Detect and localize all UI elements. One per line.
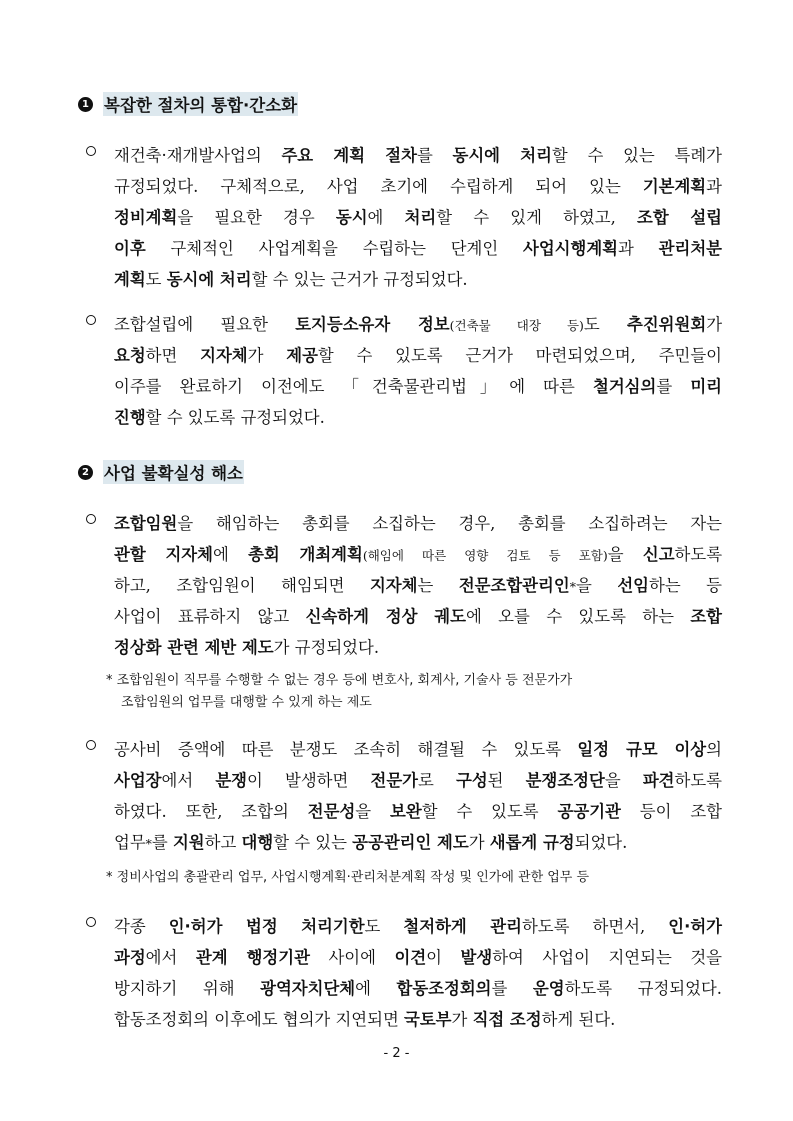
- text-line: [114, 340, 722, 371]
- text-line: [114, 1004, 722, 1035]
- text-run: 하도록 하면서,: [521, 917, 669, 936]
- text-run: 을: [355, 802, 391, 821]
- footnote-line: 조합임원의 업무를 대행할 수 있게 하는 제도: [121, 695, 372, 710]
- text-line: [114, 233, 722, 264]
- text-run: 조합설립에 필요한: [114, 315, 296, 334]
- text-run: 가: [468, 833, 490, 852]
- text-line: [114, 942, 722, 973]
- text-run: 에: [355, 979, 397, 998]
- emphasis-text: 공공기관: [557, 802, 621, 821]
- emphasis-text: 사업시행계획: [523, 239, 619, 258]
- text-run: 할 수 있는: [273, 833, 353, 852]
- text-run: 를: [656, 377, 691, 396]
- paragraph: [86, 911, 722, 1035]
- emphasis-text: 분쟁조정단: [525, 771, 605, 790]
- paragraph: [86, 508, 722, 663]
- emphasis-text: 조합: [690, 607, 722, 626]
- emphasis-text: 일정 규모 이상: [577, 740, 707, 759]
- emphasis-text: 전문조합관리인: [458, 576, 570, 595]
- text-run: 하고: [204, 833, 242, 852]
- emphasis-text: 지자체: [369, 576, 418, 595]
- emphasis-text: 선임: [617, 576, 649, 595]
- section-heading-2: [78, 460, 244, 484]
- text-run: 하도록: [674, 771, 722, 790]
- text-run: 하여 사업이 지연되는 것을: [492, 948, 722, 967]
- circle-bullet-icon: [86, 917, 96, 927]
- text-run: 할 수 있는 근거가 규정되었다.: [251, 270, 468, 289]
- emphasis-text: 합동조정회의: [396, 979, 492, 998]
- emphasis-text: 광역자치단체: [260, 979, 356, 998]
- emphasis-text: 진행: [114, 408, 146, 427]
- text-run: 의: [706, 740, 722, 759]
- text-line: [114, 827, 722, 858]
- circle-bullet-icon: [86, 146, 96, 156]
- text-line: [114, 371, 722, 402]
- text-line: [114, 911, 722, 942]
- text-run: 이: [426, 948, 461, 967]
- text-line: [114, 539, 722, 570]
- text-line: [114, 264, 722, 295]
- emphasis-text: 대행: [241, 833, 274, 852]
- text-line: [114, 632, 722, 663]
- emphasis-text: 관리처분: [658, 239, 722, 258]
- paragraph: [86, 734, 722, 858]
- text-run: 과: [618, 239, 659, 258]
- text-run: 하였다. 또한, 조합의: [114, 802, 308, 821]
- text-run: 로: [417, 771, 456, 790]
- emphasis-text: 조합 설립: [636, 208, 722, 227]
- emphasis-text: 관계 행정기관: [195, 948, 310, 967]
- text-run: 하도록 규정되었다.: [564, 979, 722, 998]
- small-text: *: [145, 836, 152, 851]
- text-run: 할 수 있도록: [421, 802, 558, 821]
- text-line: [114, 309, 722, 340]
- small-text: (건축물 대장 등): [449, 318, 584, 333]
- text-run: 는: [417, 576, 459, 595]
- text-run: 할 수 있는 특례가: [551, 146, 722, 165]
- text-line: [114, 508, 722, 539]
- text-run: 할 수 있도록 근거가 마련되었으며, 주민들이: [317, 346, 722, 365]
- footnote: [106, 670, 722, 714]
- emphasis-text: 지원: [172, 833, 205, 852]
- text-run: 을 해임하는 총회를 소집하는 경우, 총회를 소집하려는 자는: [177, 514, 722, 533]
- text-run: 되었다.: [574, 833, 628, 852]
- text-run: 에서: [145, 948, 196, 967]
- footnote: [106, 867, 722, 889]
- emphasis-text: 계획: [114, 270, 146, 289]
- section-title-1: 복잡한 절차의 통합·간소화: [103, 92, 298, 116]
- emphasis-text: 추진위원회: [627, 315, 707, 334]
- emphasis-text: 처리: [404, 208, 437, 227]
- emphasis-text: 공공관리인 제도: [352, 833, 469, 852]
- circled-number-2-icon: 2: [78, 465, 93, 480]
- text-line: [114, 570, 722, 601]
- emphasis-text: 직접 조정: [472, 1010, 542, 1029]
- text-run: 이주를 완료하기 이전에도 「건축물관리법」에 따른: [114, 377, 593, 396]
- emphasis-text: 인·허가 법정 처리기한: [168, 917, 365, 936]
- text-run: 등이 조합: [620, 802, 723, 821]
- text-run: 도: [364, 917, 404, 936]
- section-heading-1: [78, 92, 298, 116]
- emphasis-text: 보완: [390, 802, 422, 821]
- emphasis-text: 신속하게 정상 궤도: [305, 607, 466, 626]
- emphasis-text: 주요 계획 절차: [281, 146, 417, 165]
- text-run: 을: [607, 545, 643, 564]
- paragraph: [86, 309, 722, 433]
- emphasis-text: 인·허가: [668, 917, 722, 936]
- emphasis-text: 새롭게 규정: [489, 833, 575, 852]
- text-run: 과: [706, 177, 722, 196]
- emphasis-text: 미리: [690, 377, 722, 396]
- emphasis-text: 분쟁: [215, 771, 247, 790]
- text-run: 하게 된다.: [541, 1010, 616, 1029]
- circle-bullet-icon: [86, 740, 96, 750]
- text-run: 도: [145, 270, 167, 289]
- text-line: [114, 765, 722, 796]
- emphasis-text: 철거심의: [593, 377, 657, 396]
- text-line: [114, 171, 722, 202]
- text-run: 에서: [161, 771, 216, 790]
- text-run: 할 수 있게 하였고,: [436, 208, 637, 227]
- text-run: 재건축·재개발사업의: [114, 146, 282, 165]
- emphasis-text: 전문가: [370, 771, 418, 790]
- emphasis-text: 정상화 관련 제반 제도: [114, 638, 274, 657]
- text-run: 공사비 증액에 따른 분쟁도 조속히 해결될 수 있도록: [114, 740, 578, 759]
- text-run: 하고, 조합임원이 해임되면: [114, 576, 370, 595]
- text-run: 방지하기 위해: [114, 979, 261, 998]
- emphasis-text: 운영: [532, 979, 565, 998]
- text-run: 가: [451, 1010, 473, 1029]
- text-run: 에 오를 수 있도록 하는: [465, 607, 691, 626]
- text-run: 에: [367, 208, 405, 227]
- page-number: - 2 -: [383, 1046, 410, 1061]
- emphasis-text: 파견: [642, 771, 675, 790]
- small-text: *: [569, 579, 576, 594]
- emphasis-text: 기본계획: [642, 177, 707, 196]
- text-line: [114, 734, 722, 765]
- circle-bullet-icon: [86, 514, 96, 524]
- text-run: 를: [416, 146, 453, 165]
- text-run: 가: [706, 315, 723, 334]
- emphasis-text: 총회 개최계획: [248, 545, 363, 564]
- text-run: 할 수 있도록 규정되었다.: [145, 408, 325, 427]
- circle-bullet-icon: [86, 315, 96, 325]
- text-run: 하면: [145, 346, 201, 365]
- text-run: 규정되었다. 구체적으로, 사업 초기에 수립하게 되어 있는: [114, 177, 643, 196]
- emphasis-text: 구성: [455, 771, 488, 790]
- text-run: 구체적인 사업계획을 수립하는 단계인: [145, 239, 524, 258]
- text-run: 하도록: [674, 545, 723, 564]
- emphasis-text: 요청: [114, 346, 146, 365]
- text-line: [114, 796, 722, 827]
- text-run: 업무: [114, 833, 146, 852]
- emphasis-text: 이견: [394, 948, 427, 967]
- text-run: 사업이 표류하지 않고: [114, 607, 306, 626]
- text-line: [114, 601, 722, 632]
- text-run: 에: [212, 545, 249, 564]
- emphasis-text: 사업장: [114, 771, 162, 790]
- paragraph: [86, 140, 722, 295]
- emphasis-text: 동시에 처리: [452, 146, 552, 165]
- footnote-line: * 정비사업의 총괄관리 업무, 사업시행계획·관리처분계획 작성 및 인가에 관한 업무 등: [106, 870, 590, 885]
- text-run: 가: [247, 346, 287, 365]
- emphasis-text: 관할 지자체: [114, 545, 213, 564]
- emphasis-text: 발생: [460, 948, 493, 967]
- emphasis-text: 국토부: [404, 1010, 452, 1029]
- emphasis-text: 이후: [114, 239, 146, 258]
- emphasis-text: 철저하게 관리: [403, 917, 522, 936]
- emphasis-text: 신고: [642, 545, 675, 564]
- section-title-2: 사업 불확실성 해소: [103, 460, 244, 484]
- circled-number-1-icon: 1: [78, 97, 93, 112]
- text-run: 을: [575, 576, 618, 595]
- text-line: [114, 140, 722, 171]
- text-run: 하는 등: [648, 576, 723, 595]
- emphasis-text: 정비계획: [114, 208, 178, 227]
- footnote-line: * 조합임원이 직무를 수행할 수 없는 경우 등에 변호사, 회계사, 기술사 등 전문가가: [106, 673, 573, 688]
- text-run: 를: [151, 833, 173, 852]
- text-run: 이 발생하면: [247, 771, 371, 790]
- text-run: 을: [604, 771, 643, 790]
- emphasis-text: 조합임원: [114, 514, 178, 533]
- text-run: 을 필요한 경우: [177, 208, 336, 227]
- text-line: [114, 402, 722, 433]
- text-run: 가 규정되었다.: [273, 638, 380, 657]
- emphasis-text: 과정: [114, 948, 146, 967]
- text-line: [114, 202, 722, 233]
- small-text: (해임에 따른 영향 검토 등 포함): [362, 548, 608, 563]
- emphasis-text: 동시에 처리: [166, 270, 252, 289]
- emphasis-text: 동시: [335, 208, 368, 227]
- emphasis-text: 토지등소유자 정보: [295, 315, 450, 334]
- text-run: 된: [487, 771, 526, 790]
- emphasis-text: 제공: [286, 346, 318, 365]
- text-line: [114, 973, 722, 1004]
- text-run: 도: [583, 315, 628, 334]
- emphasis-text: 지자체: [200, 346, 248, 365]
- text-run: 각종: [114, 917, 169, 936]
- text-run: 사이에: [309, 948, 395, 967]
- emphasis-text: 전문성: [307, 802, 356, 821]
- text-run: 를: [491, 979, 533, 998]
- text-run: 합동조정회의 이후에도 협의가 지연되면: [114, 1010, 405, 1029]
